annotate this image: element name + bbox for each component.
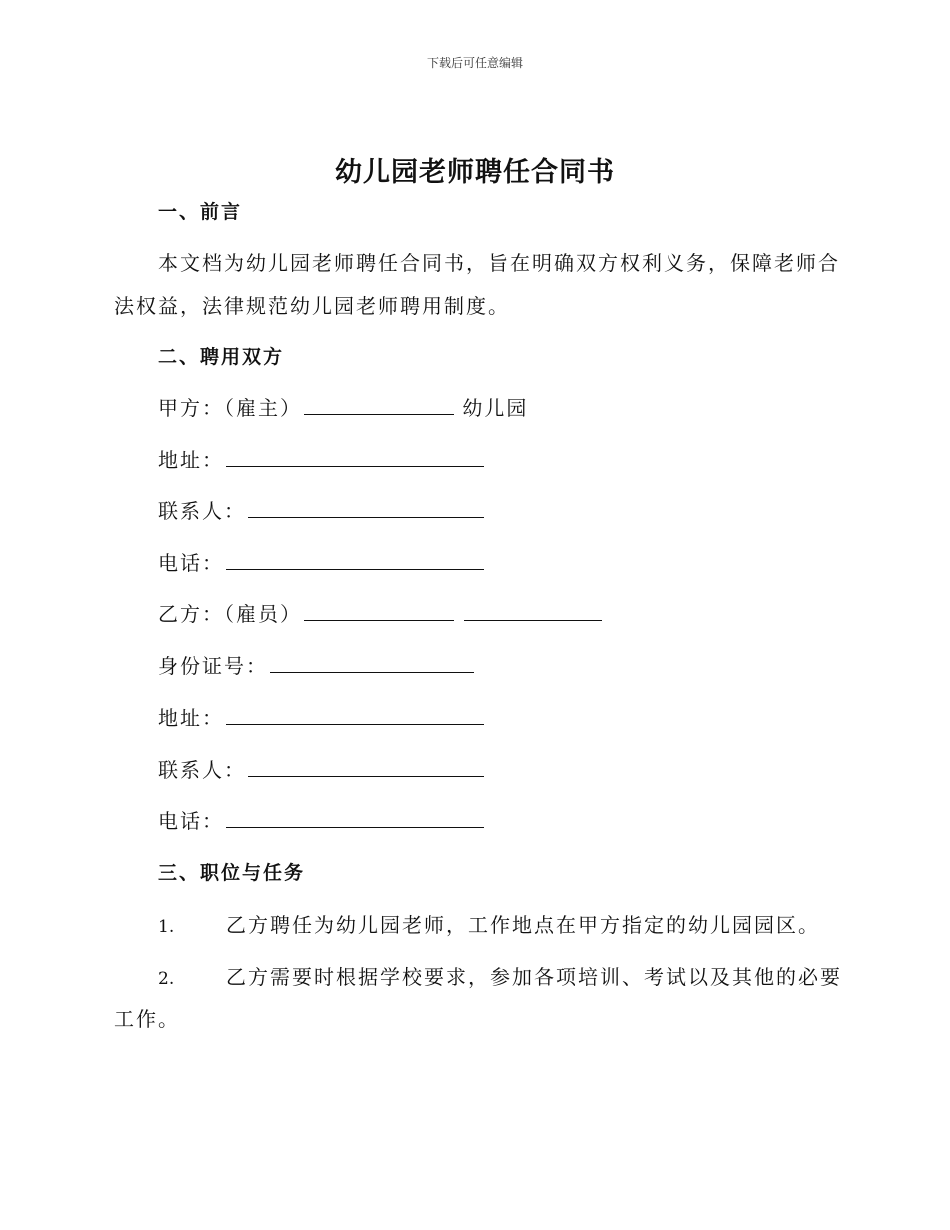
section-heading-duties: 三、职位与任务 — [158, 862, 306, 884]
preface-paragraph-line-2: 法权益，法律规范幼儿园老师聘用制度。 — [114, 294, 510, 318]
party-b-address-row — [158, 704, 484, 732]
duty-item-number: 1. — [158, 917, 175, 937]
party-b-row — [158, 600, 602, 628]
party-b-address-label: 地址： — [158, 706, 224, 730]
duty-item-number: 2. — [158, 969, 175, 989]
section-heading-preface: 一、前言 — [158, 201, 243, 223]
party-a-contact-row — [158, 497, 484, 525]
duty-item-text: 乙方聘任为幼儿园老师，工作地点在甲方指定的幼儿园园区。 — [226, 913, 820, 937]
party-b-contact-label: 联系人： — [158, 758, 246, 782]
party-a-phone-row — [158, 549, 484, 577]
document-title: 幼儿园老师聘任合同书 — [335, 157, 615, 188]
party-a-address-label: 地址： — [158, 448, 224, 472]
party-b-id-label: 身份证号： — [158, 654, 268, 678]
party-b-name-blank-2[interactable] — [464, 600, 602, 621]
duty-item-2-continuation: 工作。 — [114, 1007, 180, 1031]
party-a-contact-blank[interactable] — [248, 497, 484, 518]
party-b-address-blank[interactable] — [226, 704, 484, 725]
duty-item-1 — [158, 911, 820, 941]
party-a-phone-label: 电话： — [158, 551, 224, 575]
party-b-id-row — [158, 652, 474, 680]
party-b-label: 乙方：（雇员） — [158, 602, 302, 626]
duty-item-text: 乙方需要时根据学校要求，参加各项培训、考试以及其他的必要 — [226, 965, 842, 989]
header-note: 下载后可任意编辑 — [426, 56, 523, 70]
party-b-phone-label: 电话： — [158, 809, 224, 833]
party-b-contact-blank[interactable] — [248, 756, 484, 777]
party-b-phone-blank[interactable] — [226, 807, 484, 828]
party-a-suffix: 幼儿园 — [462, 396, 529, 420]
party-a-phone-blank[interactable] — [226, 549, 484, 570]
party-b-name-blank[interactable] — [304, 600, 454, 621]
party-a-label: 甲方：（雇主） — [158, 396, 302, 420]
party-b-contact-row — [158, 756, 484, 784]
party-a-address-blank[interactable] — [226, 446, 484, 467]
party-a-name-blank[interactable] — [304, 394, 454, 415]
party-a-address-row — [158, 446, 484, 474]
preface-paragraph-line-1: 本文档为幼儿园老师聘任合同书，旨在明确双方权利义务，保障老师合 — [158, 251, 840, 275]
party-a-contact-label: 联系人： — [158, 499, 246, 523]
duty-item-2 — [158, 963, 842, 993]
party-a-row — [158, 394, 528, 422]
section-heading-parties: 二、聘用双方 — [158, 346, 285, 368]
party-b-phone-row — [158, 807, 484, 835]
party-b-id-blank[interactable] — [270, 652, 474, 673]
